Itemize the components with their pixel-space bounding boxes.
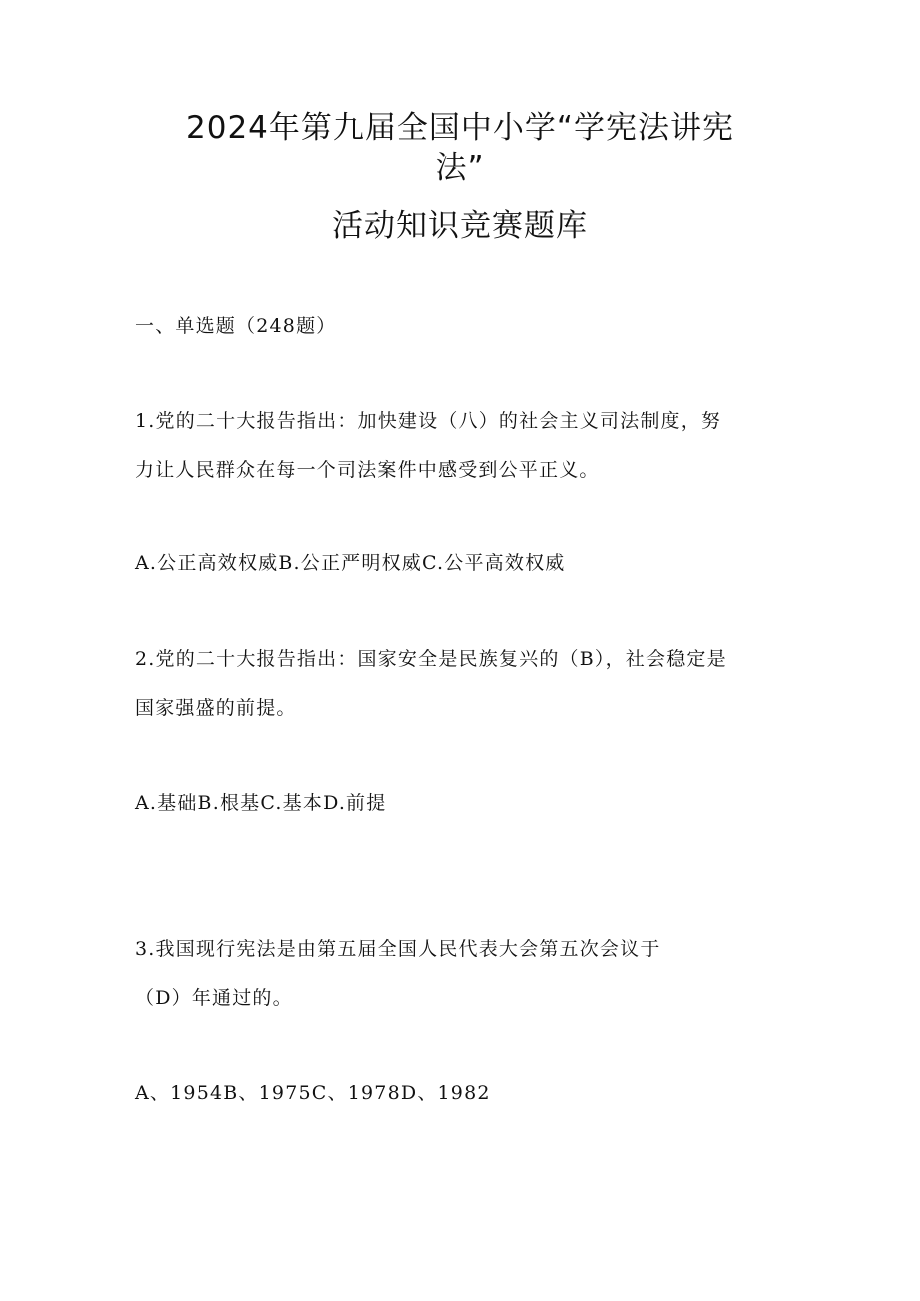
title-line-3: 活动知识竞赛题库 [332, 208, 588, 244]
document-title [0, 104, 920, 250]
section-heading: 一、单选题（248题） [135, 315, 337, 337]
title-line-1: 2024年第九届全国中小学“学宪法讲宪 [186, 110, 734, 146]
title-line-2: 法” [435, 150, 485, 186]
question-3-line-1: 3.我国现行宪法是由第五届全国人民代表大会第五次会议于 [135, 938, 661, 960]
question-1-line-1: 1.党的二十大报告指出：加快建设（八）的社会主义司法制度，努 [135, 410, 722, 432]
question-2-line-2: 国家强盛的前提。 [135, 697, 297, 719]
question-1-line-2: 力让人民群众在每一个司法案件中感受到公平正义。 [135, 459, 600, 481]
question-2-options: A.基础B.根基C.基本D.前提 [135, 792, 387, 814]
question-3-line-2: （D）年通过的。 [135, 987, 293, 1009]
question-1-options: A.公正高效权威B.公正严明权威C.公平高效权威 [135, 552, 566, 574]
question-2-line-1: 2.党的二十大报告指出：国家安全是民族复兴的（B），社会稳定是 [135, 648, 727, 670]
question-3-options: A、1954B、1975C、1978D、1982 [135, 1082, 491, 1104]
